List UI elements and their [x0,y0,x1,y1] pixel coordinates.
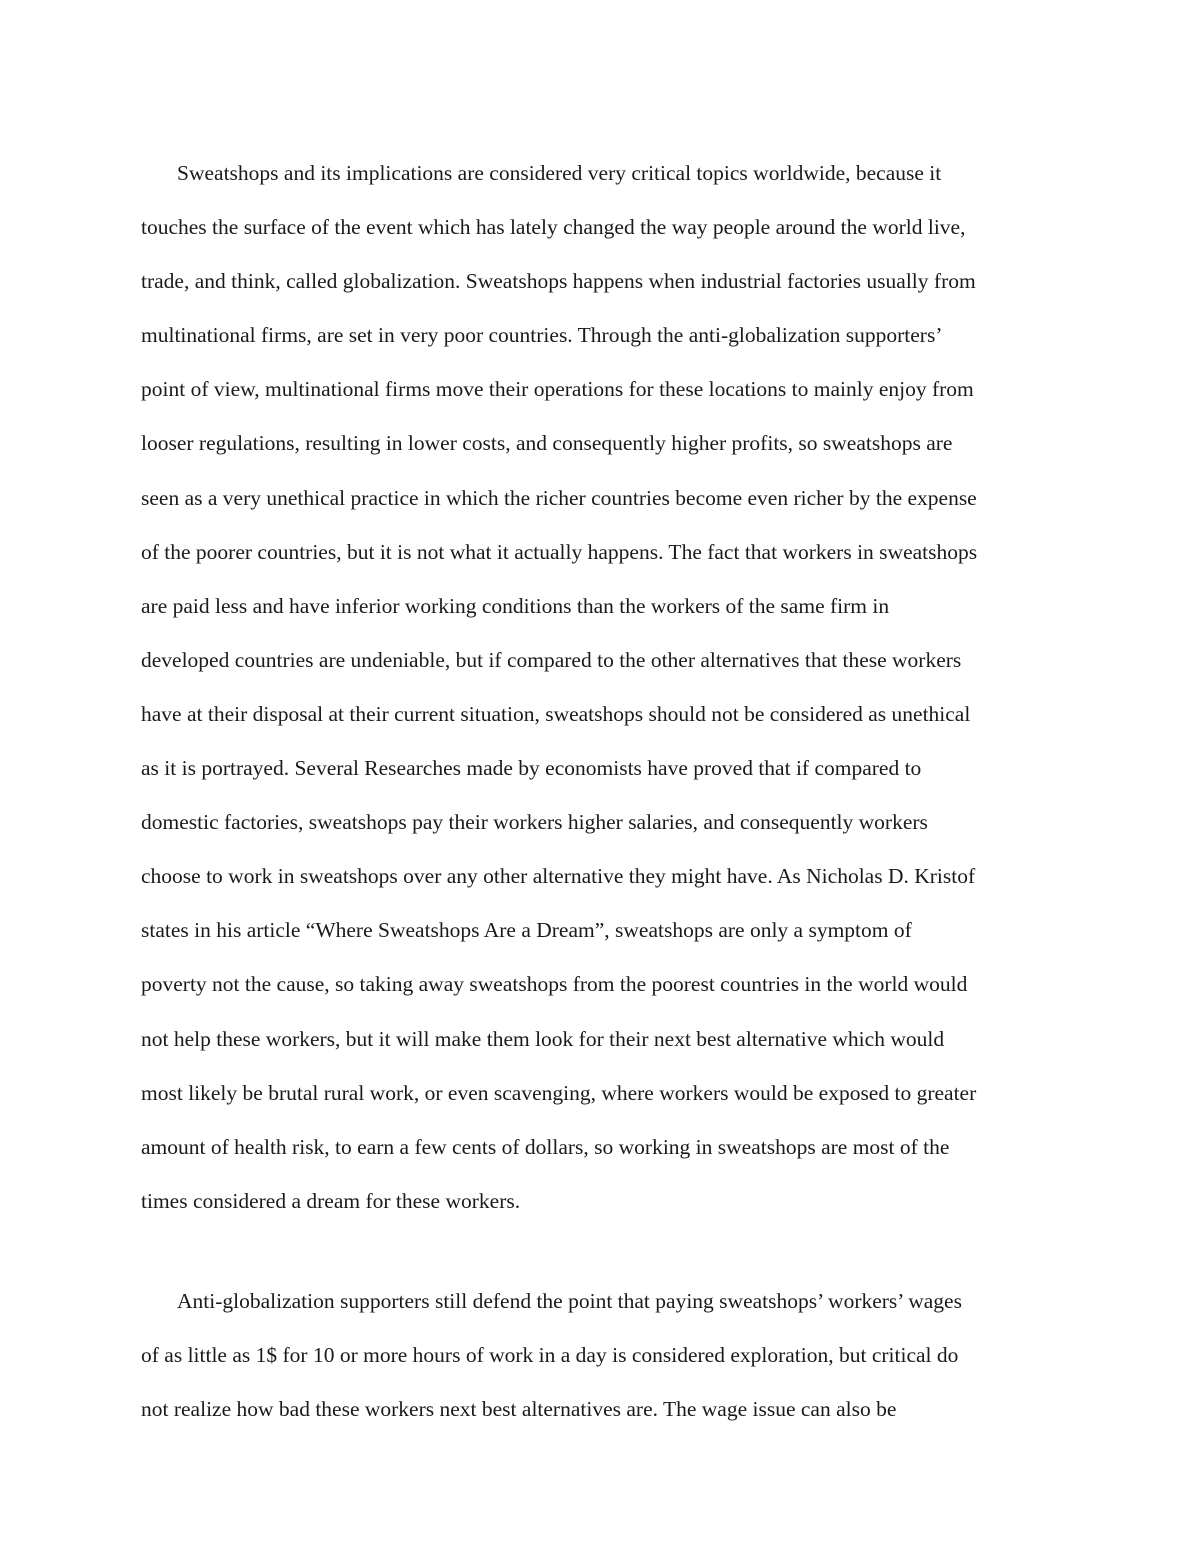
text-line: touches the surface of the event which has lately changed the way people around the world live, [141,215,966,240]
text-line: times considered a dream for these workers. [141,1188,521,1213]
text-line: seen as a very unethical practice in which the richer countries become even richer by the expense [141,485,977,510]
text-line: looser regulations, resulting in lower costs, and consequently higher profits, so sweatshops are [141,431,953,456]
essay-body [141,146,1061,1436]
text-line: are paid less and have inferior working conditions than the workers of the same firm in [141,593,890,618]
text-line: states in his article “Where Sweatshops Are a Dream”, sweatshops are only a symptom of [141,918,912,943]
text-line: poverty not the cause, so taking away sweatshops from the poorest countries in the world would [141,972,968,997]
text-line: not help these workers, but it will make them look for their next best alternative which would [141,1026,945,1051]
text-line: domestic factories, sweatshops pay their workers higher salaries, and consequently workers [141,810,928,835]
text-line: most likely be brutal rural work, or even scavenging, where workers would be exposed to greater [141,1080,977,1105]
text-line: of as little as 1$ for 10 or more hours of work in a day is considered exploration, but critical do [141,1342,959,1367]
paragraph-1 [141,146,1061,1228]
text-line: Sweatshops and its implications are considered very critical topics worldwide, because it [177,161,942,185]
text-line: point of view, multinational firms move their operations for these locations to mainly enjoy from [141,377,974,402]
text-line: developed countries are undeniable, but if compared to the other alternatives that these workers [141,647,962,672]
text-line: have at their disposal at their current situation, sweatshops should not be considered as unethical [141,701,971,726]
text-line: Anti-globalization supporters still defend the point that paying sweatshops’ workers’ wages [177,1288,962,1313]
paragraph-2 [141,1274,1061,1436]
text-line: of the poorer countries, but it is not what it actually happens. The fact that workers in sweatshops [141,539,978,564]
text-line: as it is portrayed. Several Researches made by economists have proved that if compared to [141,756,922,781]
paragraph-spacing [141,1228,1061,1274]
text-line: choose to work in sweatshops over any other alternative they might have. As Nicholas D. Kristof [141,864,976,889]
text-line: multinational firms, are set in very poor countries. Through the anti-globalization supporters’ [141,323,943,348]
text-line: amount of health risk, to earn a few cents of dollars, so working in sweatshops are most of the [141,1134,950,1159]
text-line: trade, and think, called globalization. Sweatshops happens when industrial factories usually from [141,269,976,294]
text-line: not realize how bad these workers next best alternatives are. The wage issue can also be [141,1397,897,1422]
